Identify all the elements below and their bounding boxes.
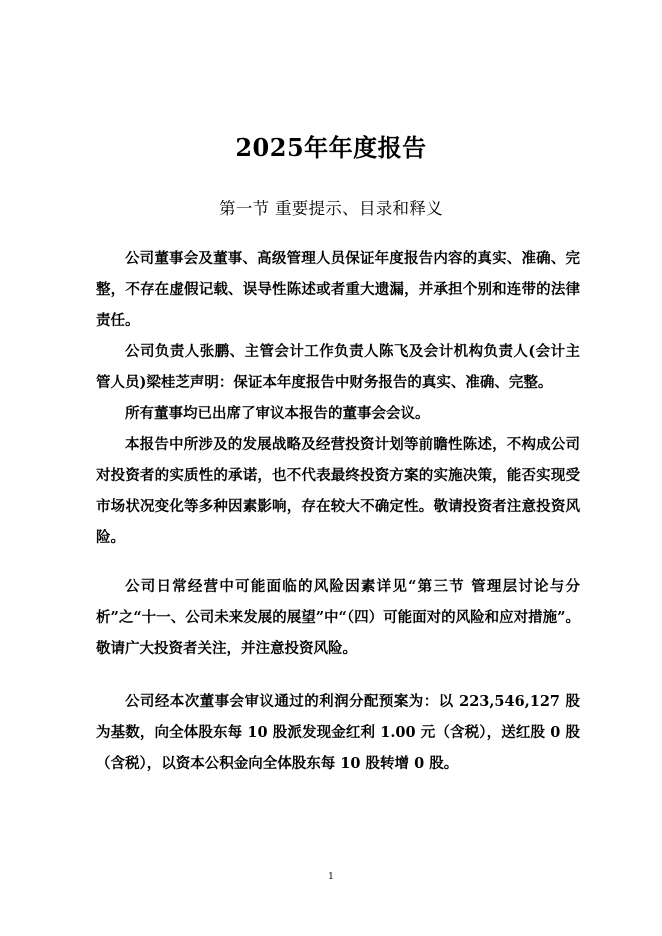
paragraph-board-guarantee: 公司董事会及董事、高级管理人员保证年度报告内容的真实、准确、完整，不存在虚假记载、误导性陈述或者重大遗漏，并承担个别和连带的法律责任。 — [96, 250, 580, 329]
body-block-1 — [96, 243, 580, 553]
paragraph-responsible-persons: 公司负责人张鹏、主管会计工作负责人陈飞及会计机构负责人(会计主管人员)梁桂芝声明：保证本年度报告中财务报告的真实、准确、完整。 — [96, 343, 580, 391]
paragraph-risk-factors: 公司日常经营中可能面临的风险因素详见“第三节 管理层讨论与分析”之“十一、公司未来发展的展望”中“（四）可能面对的风险和应对措施”。敬请广大投资者关注，并注意投资风险。 — [96, 578, 580, 657]
paragraph-profit-distribution: 公司经本次董事会审议通过的利润分配预案为：以 223,546,127 股为基数，向全体股东每 10 股派发现金红利 1.00 元（含税），送红股 0 股（含税），以资本公积金向全体股东每 10 股转增 0 股。 — [96, 693, 580, 772]
body-block-2 — [96, 571, 580, 664]
page-number: 1 — [328, 872, 334, 882]
section-title: 第一节 重要提示、目录和释义 — [219, 199, 443, 218]
paragraph-forward-looking-statement: 本报告中所涉及的发展战略及经营投资计划等前瞻性陈述，不构成公司对投资者的实质性的承诺，也不代表最终投资方案的实施决策，能否实现受市场状况变化等多种因素影响，存在较大不确定性。敬请投资者注意投资风险。 — [96, 436, 580, 546]
paragraph-directors-attendance: 所有董事均已出席了审议本报告的董事会会议。 — [125, 405, 430, 422]
body-block-3 — [96, 686, 580, 779]
report-title: 2025年年度报告 — [235, 133, 427, 162]
